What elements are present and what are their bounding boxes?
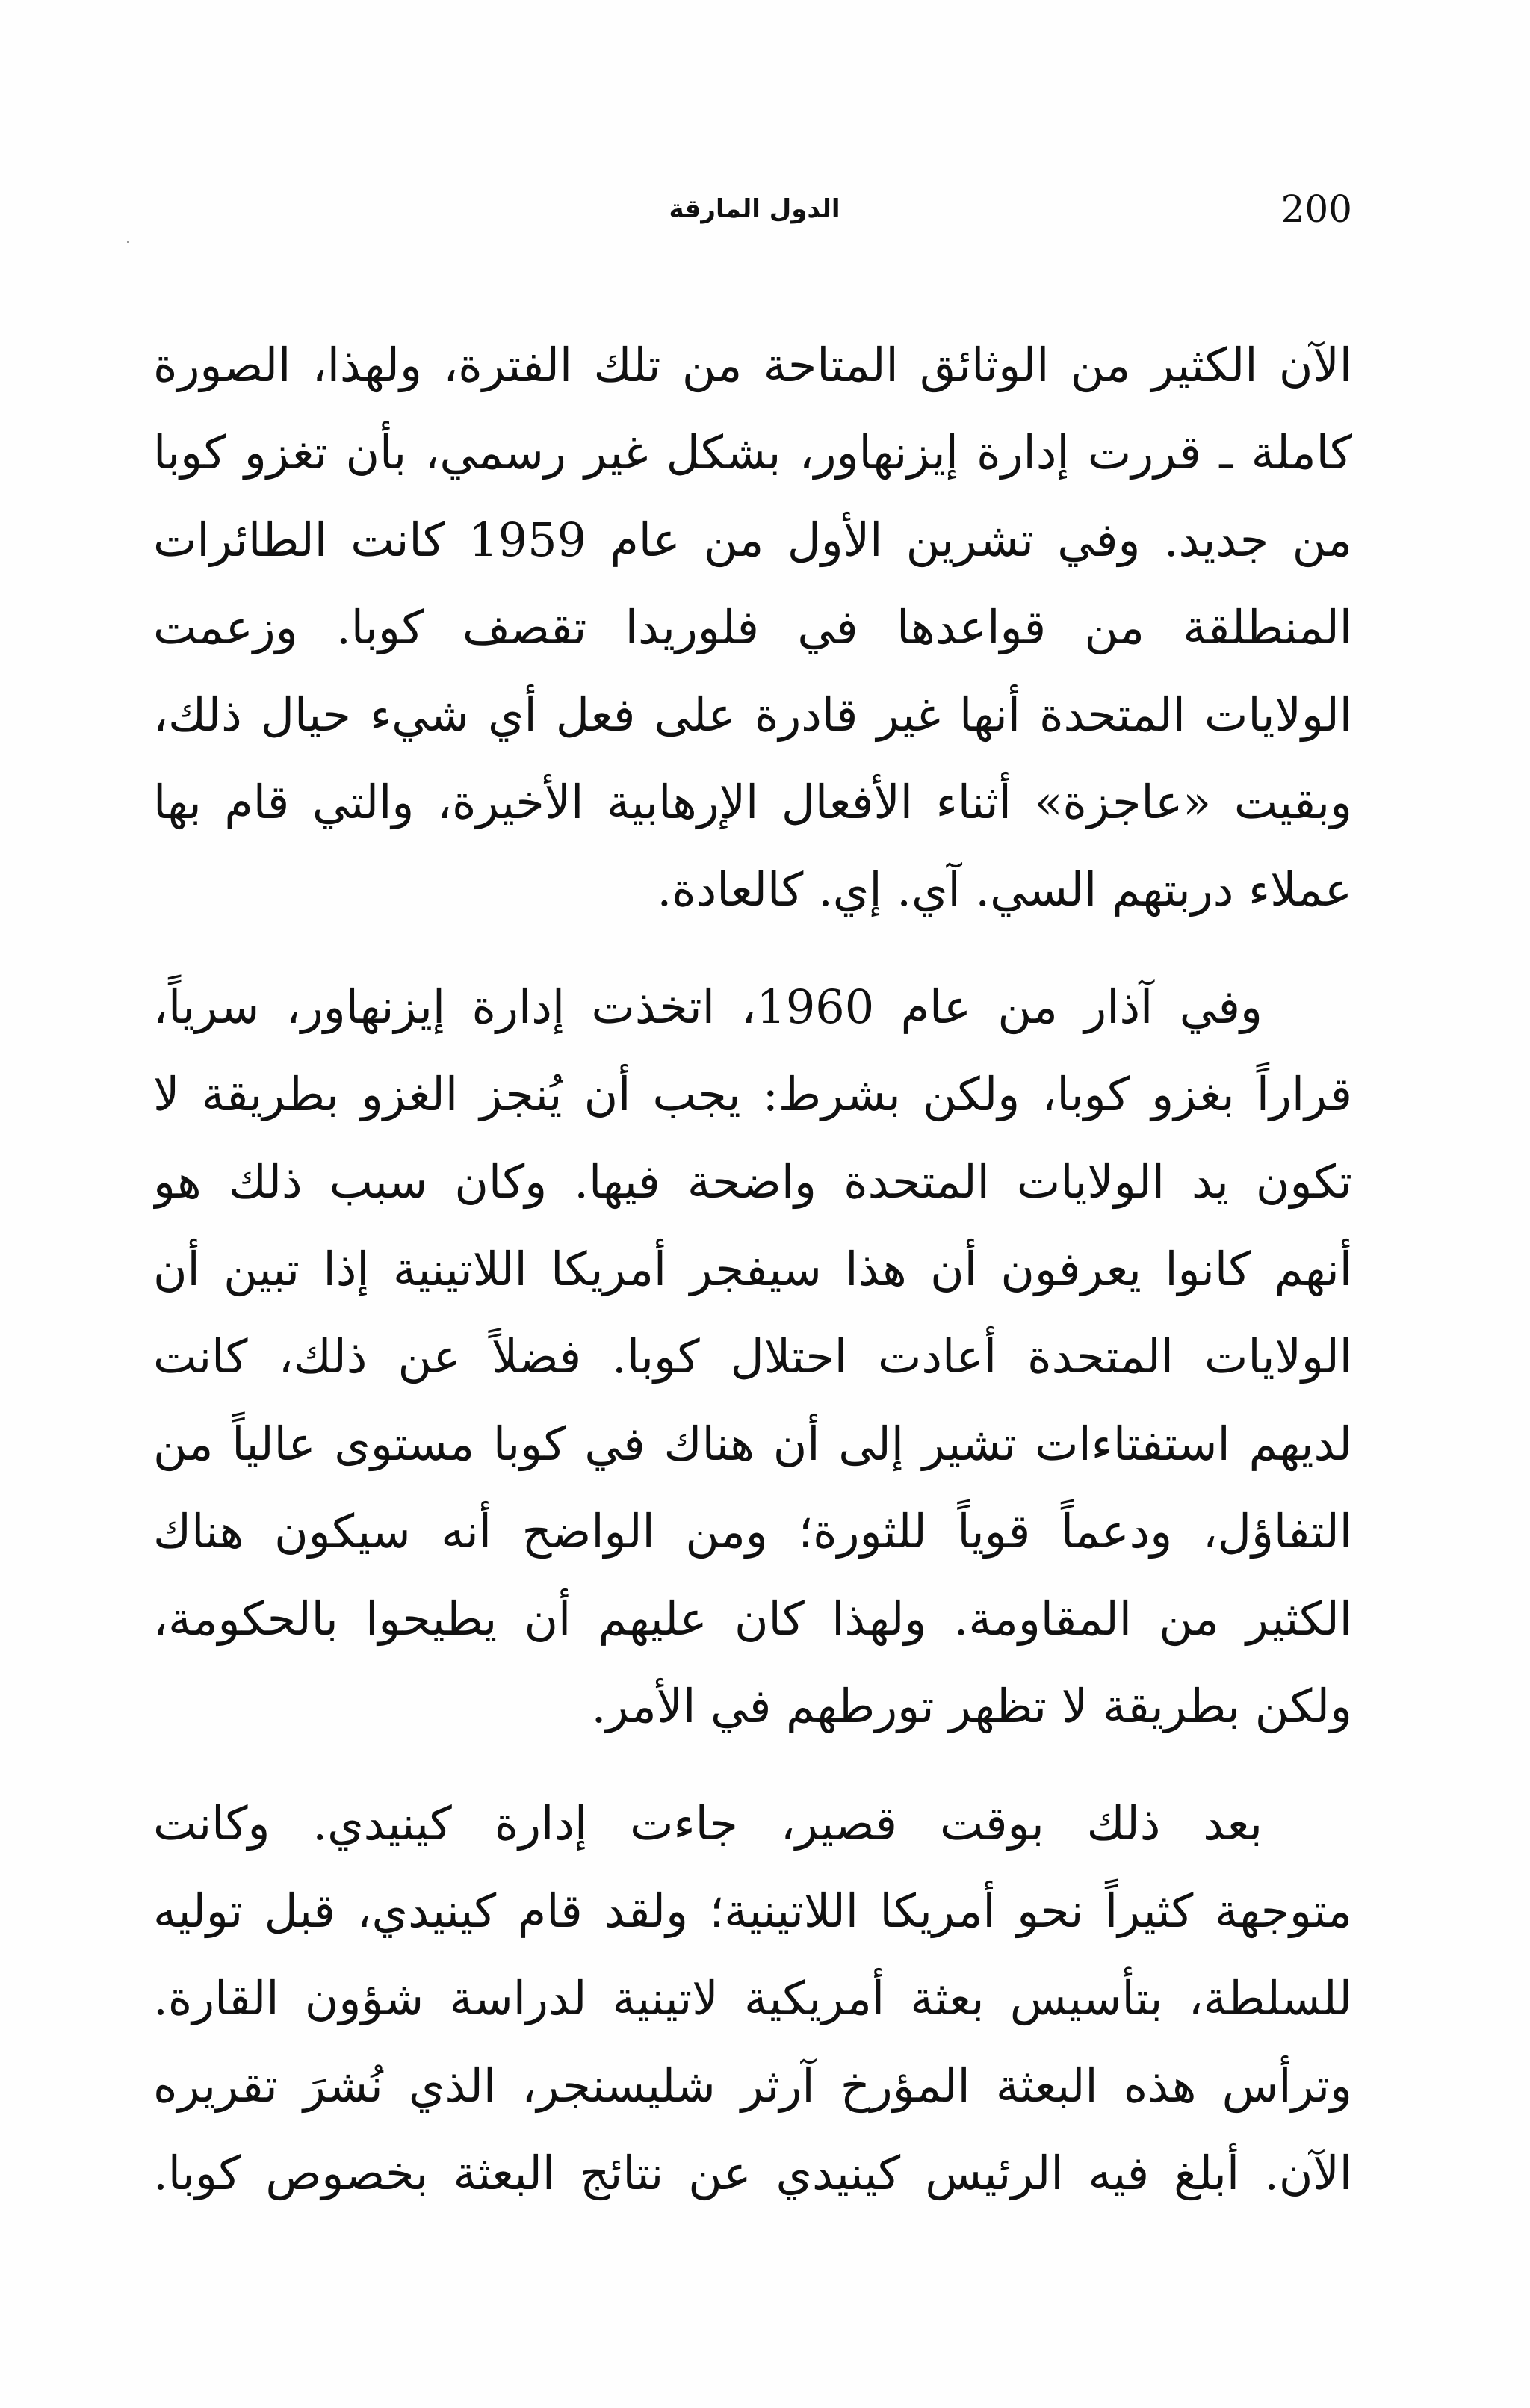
text-line: وبقيت «عاجزة» أثناء الأفعال الإرهابية الأخيرة، والتي قام بها (153, 775, 1352, 829)
text-line: تكون يد الولايات المتحدة واضحة فيها. وكان سبب ذلك هو (153, 1154, 1352, 1209)
print-speck (127, 241, 129, 243)
text-line: عملاء دربتهم السي. آي. إي. كالعادة. (657, 862, 1352, 917)
text-line: الآن الكثير من الوثائق المتاحة من تلك الفترة، ولهذا، الصورة (153, 338, 1352, 392)
paragraph (153, 963, 1352, 1750)
text-line: ولكن بطريقة لا تظهر تورطهم في الأمر. (591, 1679, 1352, 1733)
text-line: كاملة ـ قررت إدارة إيزنهاور، بشكل غير رسمي، بأن تغزو كوبا (153, 425, 1352, 480)
text-line: الولايات المتحدة أنها غير قادرة على فعل أي شيء حيال ذلك، (153, 687, 1352, 742)
text-line: الكثير من المقاومة. ولهذا كان عليهم أن يطيحوا بالحكومة، (153, 1591, 1352, 1646)
text-line: قراراً بغزو كوبا، ولكن بشرط: يجب أن يُنجز الغزو بطريقة لا (153, 1067, 1352, 1121)
running-title: الدول المارقة (669, 194, 840, 224)
body-text (153, 321, 1352, 2217)
text-line: متوجهة كثيراً نحو أمريكا اللاتينية؛ ولقد قام كينيدي، قبل توليه (153, 1884, 1352, 1938)
text-line: الولايات المتحدة أعادت احتلال كوبا. فضلاً عن ذلك، كانت (153, 1329, 1352, 1384)
text-line: التفاؤل، ودعماً قوياً للثورة؛ ومن الواضح أنه سيكون هناك (153, 1504, 1352, 1559)
page-number: 200 (1280, 188, 1352, 231)
text-line: أنهم كانوا يعرفون أن هذا سيفجر أمريكا اللاتينية إذا تبين أن (153, 1242, 1352, 1296)
text-line: لديهم استفتاءات تشير إلى أن هناك في كوبا مستوى عالياً من (153, 1417, 1352, 1471)
text-line: من جديد. وفي تشرين الأول من عام 1959 كانت الطائرات (153, 513, 1352, 567)
page-header (157, 179, 1352, 239)
text-line: للسلطة، بتأسيس بعثة أمريكية لاتينية لدراسة شؤون القارة. (153, 1971, 1352, 2025)
text-line: الآن. أبلغ فيه الرئيس كينيدي عن نتائج البعثة بخصوص كوبا. (153, 2146, 1352, 2200)
text-line: وترأس هذه البعثة المؤرخ آرثر شليسنجر، الذي نُشرَ تقريره (153, 2058, 1352, 2113)
text-line: بعد ذلك بوقت قصير، جاءت إدارة كينيدي. وكانت (153, 1796, 1263, 1851)
paragraph (153, 321, 1352, 933)
text-line: المنطلقة من قواعدها في فلوريدا تقصف كوبا. وزعمت (153, 600, 1352, 654)
text-line: وفي آذار من عام 1960، اتخذت إدارة إيزنهاور، سرياً، (153, 979, 1263, 1034)
paragraph (153, 1780, 1352, 2217)
